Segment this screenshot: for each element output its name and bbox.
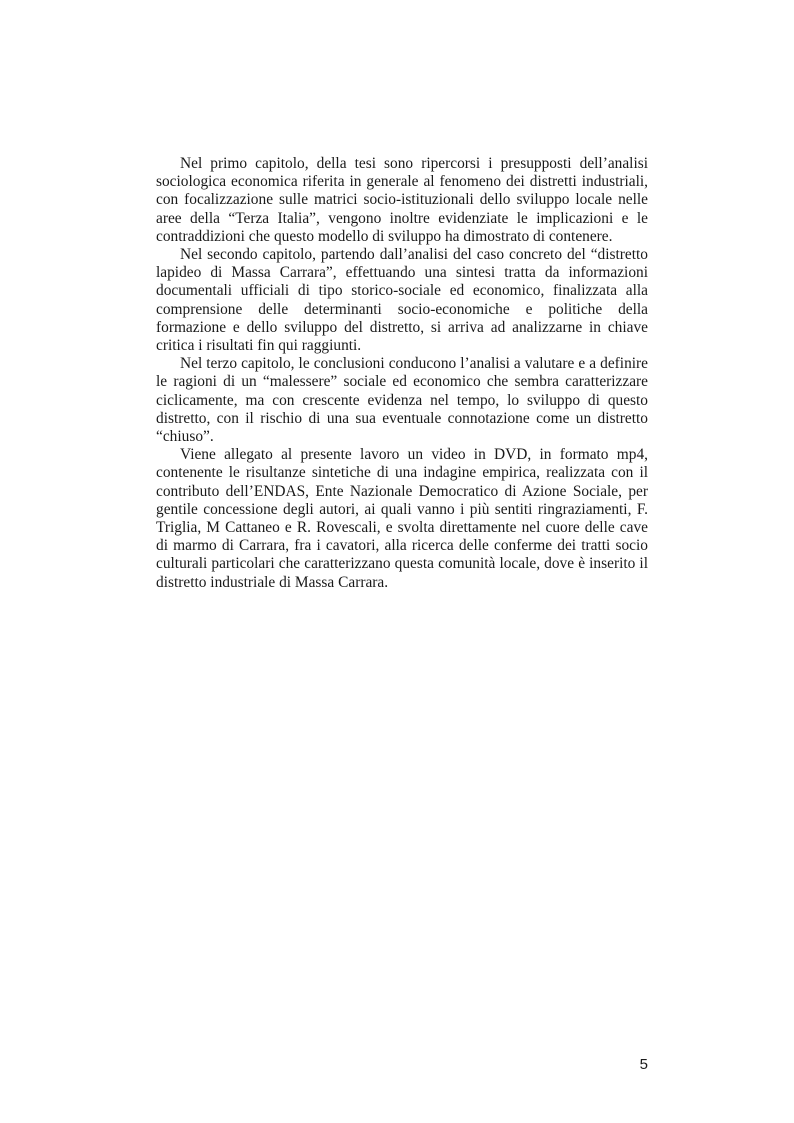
- page-number: 5: [639, 1056, 648, 1073]
- paragraph-chapter-2: Nel secondo capitolo, partendo dall’analisi del caso concreto del “distretto lapideo di Massa Carrara”, effettuando una sintesi tratta da informazioni documentali ufficiali di tipo storico-sociale ed economico, finalizzata alla comprensione delle determinanti socio-economiche e politiche della formazione e dello sviluppo del distretto, si arriva ad analizzarne in chiave critica i risultati fin qui raggiunti.: [156, 246, 648, 355]
- paragraph-video-attachment: Viene allegato al presente lavoro un video in DVD, in formato mp4, contenente le risultanze sintetiche di una indagine empirica, realizzata con il contributo dell’ENDAS, Ente Nazionale Democratico di Azione Sociale, per gentile concessione degli autori, ai quali vanno i più sentiti ringraziamenti, F. Triglia, M Cattaneo e R. Rovescali, e svolta direttamente nel cuore delle cave di marmo di Carrara, fra i cavatori, alla ricerca delle conferme dei tratti socio culturali particolari che caratterizzano questa comunità locale, dove è inserito il distretto industriale di Massa Carrara.: [156, 446, 648, 591]
- paragraph-chapter-3: Nel terzo capitolo, le conclusioni conducono l’analisi a valutare e a definire le ragioni di un “malessere” sociale ed economico che sembra caratterizzare ciclicamente, ma con crescente evidenza nel tempo, lo sviluppo di questo distretto, con il rischio di una sua eventuale connotazione come un distretto “chiuso”.: [156, 355, 648, 446]
- paragraph-chapter-1: Nel primo capitolo, della tesi sono ripercorsi i presupposti dell’analisi sociologica economica riferita in generale al fenomeno dei distretti industriali, con focalizzazione sulle matrici socio-istituzionali dello sviluppo locale nelle aree della “Terza Italia”, vengono inoltre evidenziate le implicazioni e le contraddizioni che questo modello di sviluppo ha dimostrato di contenere.: [156, 155, 648, 245]
- body-text: [156, 155, 648, 592]
